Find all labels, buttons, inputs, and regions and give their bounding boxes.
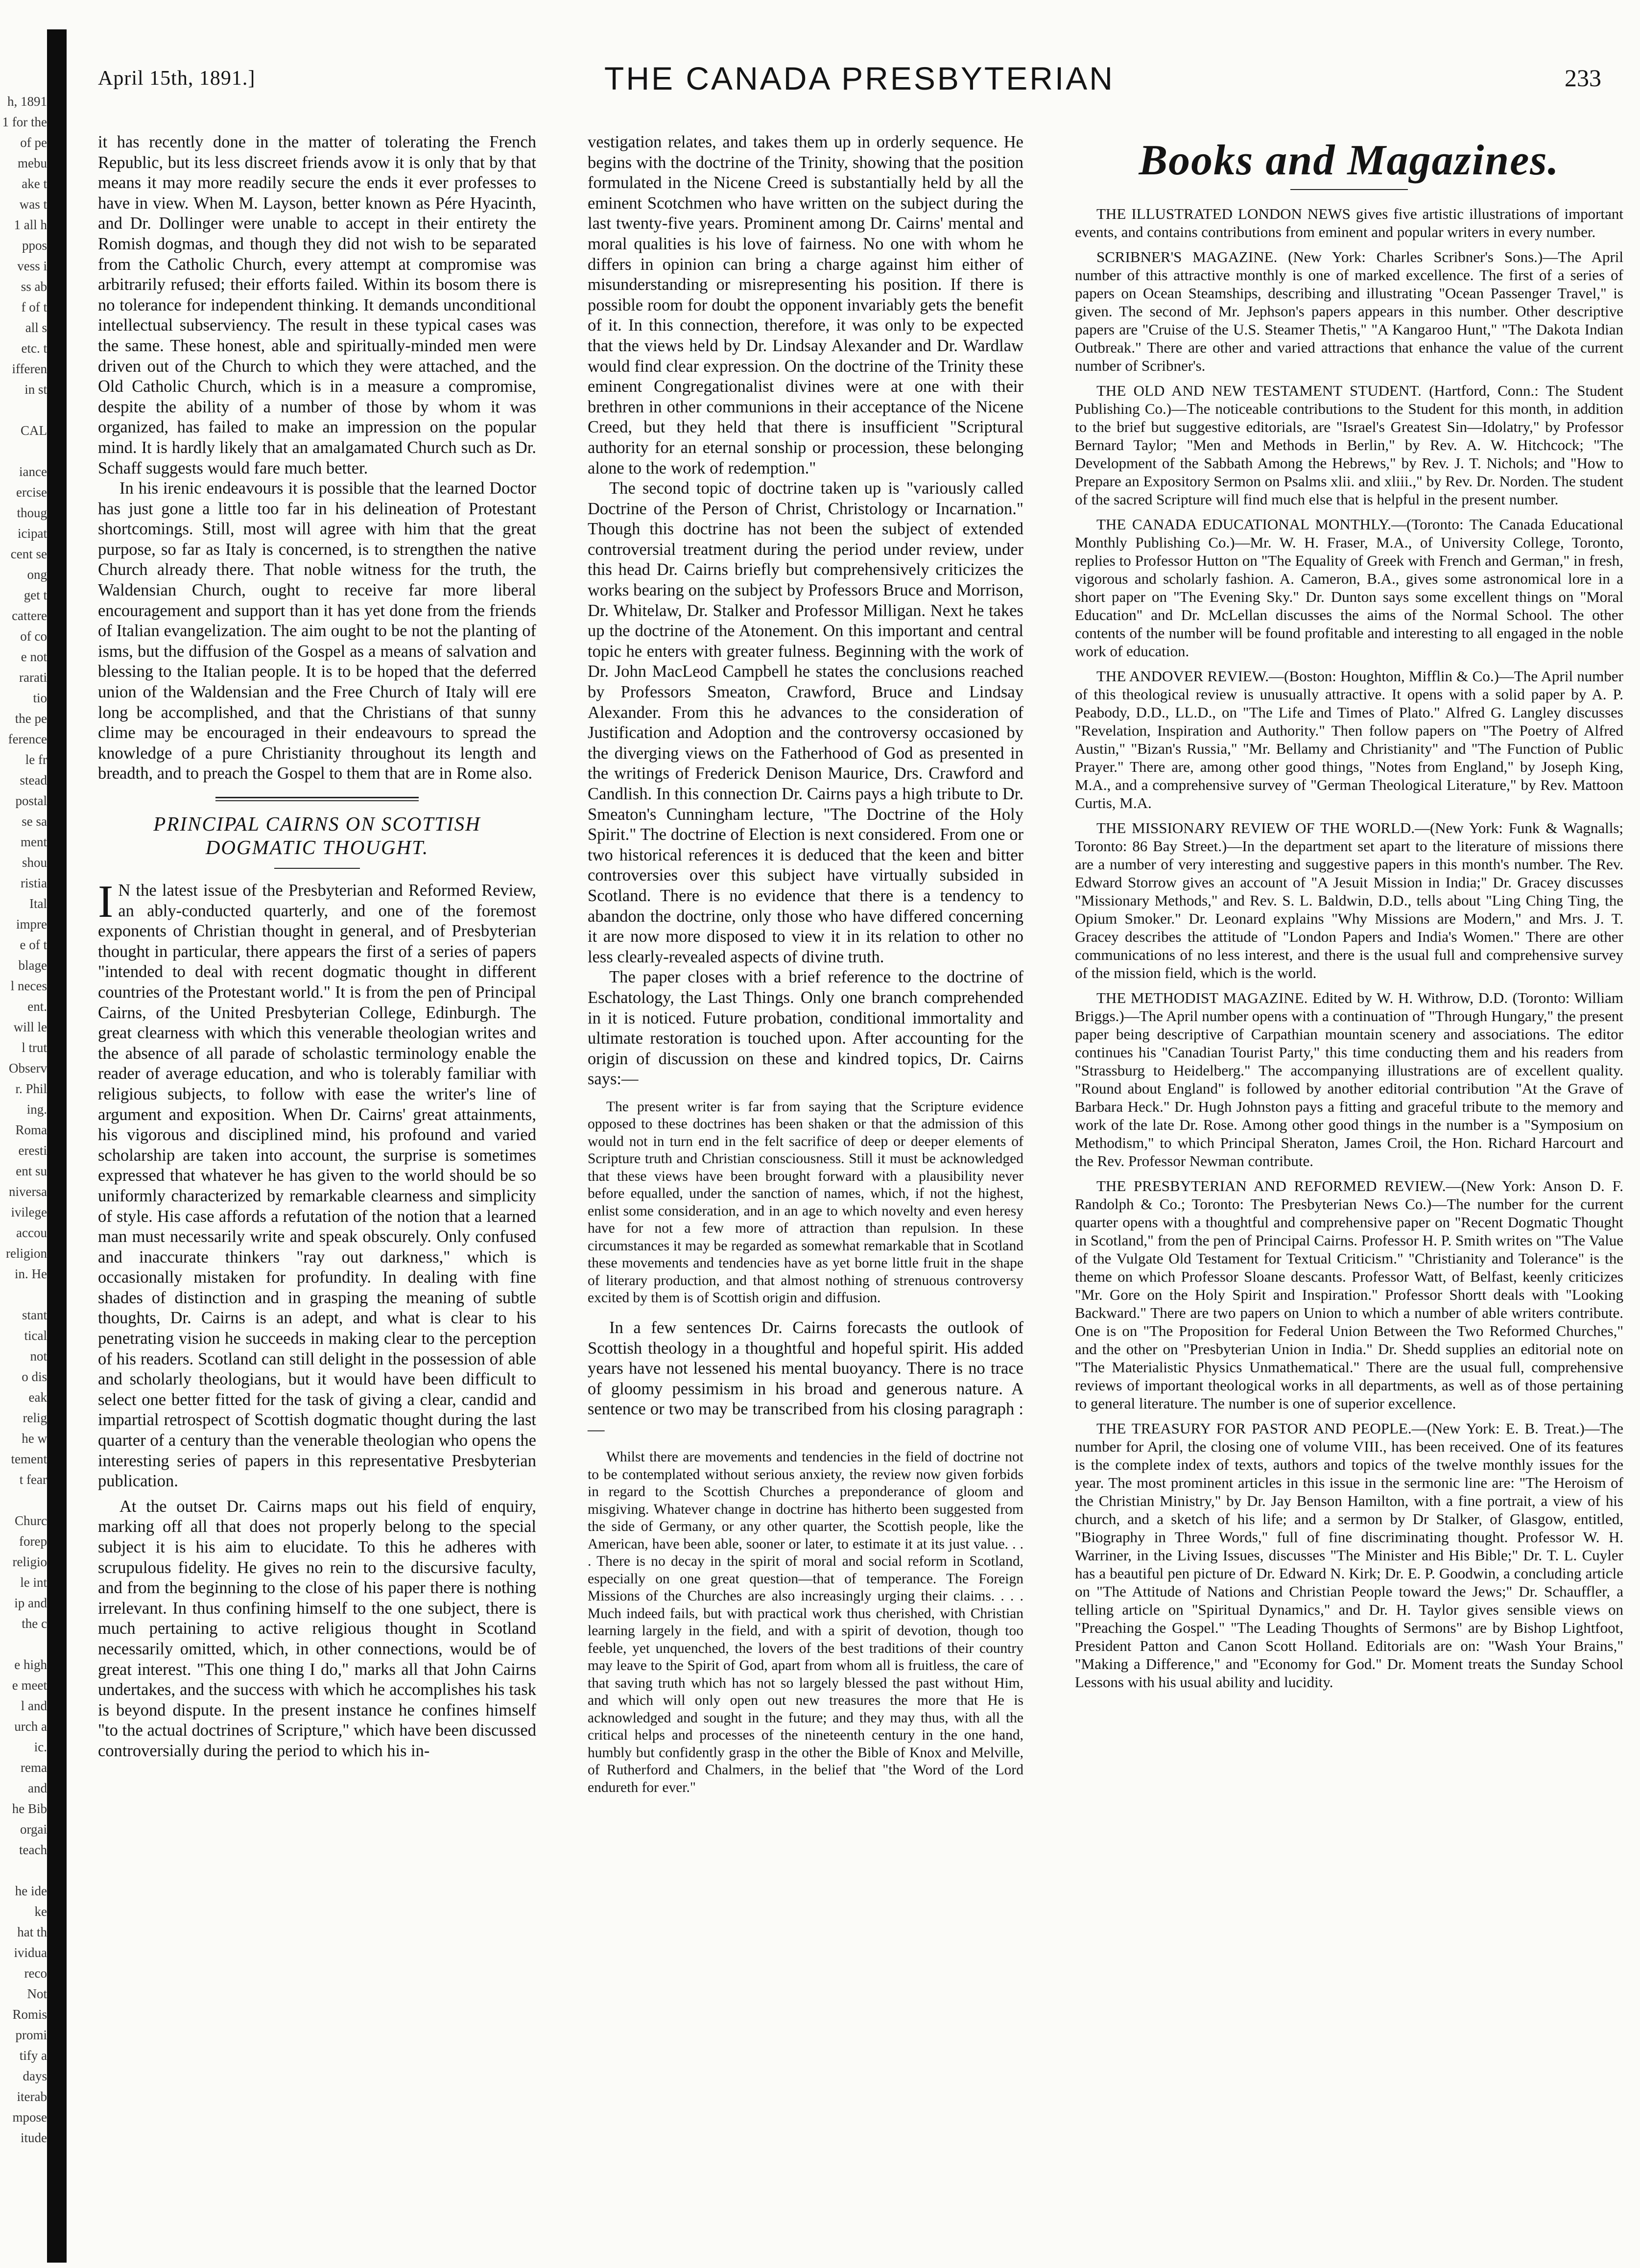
margin-fragment: tio bbox=[33, 691, 47, 705]
margin-fragment bbox=[0, 1284, 47, 1305]
article-title: PRINCIPAL CAIRNS ON SCOTTISH DOGMATIC THOUGHT. bbox=[153, 812, 481, 859]
review-item: SCRIBNER'S MAGAZINE. (New York: Charles Scribner's Sons.)—The April number of this attractive monthly is one of marked excellence. The first of a series of papers on Ocean Steamships, describing and illustrating "Ocean Passenger Travel," is given. The second of Mr. Jephson's papers appears in this number. Other descriptive papers are "Cruise of the U.S. Steamer Thetis," "A Kangaroo Hunt," "The Dakota Indian Outbreak." There are other and varied attractions that enhance the value of the current number of Scribner's. bbox=[1075, 248, 1623, 374]
margin-fragment: and bbox=[28, 1781, 47, 1795]
margin-fragment: ifferen bbox=[12, 361, 47, 376]
margin-fragment: was t bbox=[19, 197, 47, 212]
margin-fragment: stead bbox=[20, 773, 47, 788]
margin-fragment: he w bbox=[22, 1431, 47, 1446]
margin-fragment: f of t bbox=[21, 300, 47, 314]
margin-fragment: se sa bbox=[22, 814, 47, 829]
block-quote: The present writer is far from saying that the Scripture evidence opposed to these doctrines has been shaken or that the admission of this would not in turn end in the felt sacrifice of deep or deeper elements of Scripture truth and Christian consciousness. Still it must be acknowledged that these views have been brought forward with a plausibility never before equalled, under the sanction of names, which, if not the highest, enlist some consideration, and in an age to which novelty and even heresy have for not a few more of attraction than repulsion. In these circumstances it may be regarded as somewhat remarkable that in Scotland these movements and tendencies have as yet borne little fruit in the shape of literary production, and that almost nothing of strenuous controversy excited by them is of Scottish origin and diffusion. bbox=[588, 1098, 1023, 1306]
binding-shadow bbox=[47, 29, 67, 2263]
margin-fragment: accou bbox=[16, 1225, 47, 1240]
paragraph: In a few sentences Dr. Cairns forecasts the outlook of Scottish theology in a thoughtful and hopeful spirit. His added years have not lessened his mental buoyancy. There is no trace of gloomy pessimism in his broad and generous nature. A sentence or two may be transcribed from his closing paragraph :— bbox=[588, 1318, 1023, 1439]
masthead-title: THE CANADA PRESBYTERIAN bbox=[604, 60, 1115, 96]
margin-fragment: he ide bbox=[15, 1884, 47, 1898]
divider bbox=[215, 800, 419, 801]
review-item: THE METHODIST MAGAZINE. Edited by W. H. Withrow, D.D. (Toronto: William Briggs.)—The April number opens with a continuation of "Through Hungary," the present paper being descriptive of Carpathian mountain scenery and associations. The editor continues his "Canadian Tourist Party," this time conducting them and his readers from "Strassburg to Heidelberg." The accompanying illustrations are of excellent quality. "Round about England" is followed by another editorial contribution "At the Grave of Barbara Heck." Dr. Hugh Johnston pays a fitting and graceful tribute to the memory and work of the late Dr. Rose. Among other good things in the number is a "Symposium on Methodism," to which Principal Sheraton, James Croil, the Hon. Richard Harcourt and the Rev. Professor Newman contribute. bbox=[1075, 989, 1623, 1170]
margin-fragment: ent. bbox=[27, 999, 47, 1014]
drop-cap: I bbox=[98, 876, 114, 927]
margin-fragment: the pe bbox=[15, 711, 47, 726]
margin-fragment: ristia bbox=[21, 876, 47, 890]
margin-fragment: 1 all h bbox=[14, 217, 47, 232]
margin-fragment: ss ab bbox=[21, 279, 47, 294]
margin-fragment: 1 for the bbox=[2, 115, 47, 129]
bound-margin-strip bbox=[0, 0, 98, 2268]
margin-fragment: l neces bbox=[10, 979, 47, 993]
margin-fragment: ing. bbox=[26, 1102, 47, 1117]
margin-fragment: Not bbox=[27, 1986, 47, 2001]
margin-fragment bbox=[0, 1860, 47, 1881]
review-item: THE MISSIONARY REVIEW OF THE WORLD.—(New York: Funk & Wagnalls; Toronto: 86 Bay Street.)—In the department set apart to the literature of missions there are a number of very interesting and suggestive papers in this month's number. The Rev. Edward Storrow gives an account of "A Jesuit Mission in India;" Dr. Gracey discusses "Missionary Methods," and Rev. S. L. Baldwin, D.D., tells about "Ling Ching Ting, the Opium Smoker." Dr. Leonard explains "Why Missions are Modern," and Mrs. J. T. Gracey describes the attitude of "London Papers and India's Women." There are other communications of no less interest, and there is the usual full and comprehensive survey of the mission field, which is the world. bbox=[1075, 819, 1623, 981]
margin-fragment: rarati bbox=[19, 670, 47, 685]
margin-fragment: hat th bbox=[17, 1925, 47, 1939]
margin-fragment: eresti bbox=[18, 1143, 47, 1158]
margin-fragment: forep bbox=[19, 1534, 47, 1549]
review-item: THE OLD AND NEW TESTAMENT STUDENT. (Hartford, Conn.: The Student Publishing Co.)—The noticeable contributions to the Student for this month, in addition to the brief but suggestive editorials, are "Israel's Greatest Sin—Idolatry," by Professor Bernard Taylor; "Men and Methods in Berlin," by Rev. A. W. Hitchcock; "The Development of the Sabbath Among the Hebrews," by Rev. J. T. Nichols; and "How to Prepare an Expository Sermon on Psalms xlii. and xliii.," by Rev. Dr. Norden. The student of the sacred Scripture will find much else that is helpful in the present number. bbox=[1075, 382, 1623, 508]
column-left bbox=[98, 132, 536, 1762]
margin-fragment: e not bbox=[21, 649, 47, 664]
margin-fragment: cattere bbox=[12, 608, 47, 623]
margin-fragment: Churc bbox=[15, 1513, 47, 1528]
margin-fragment: ip and bbox=[14, 1596, 47, 1610]
margin-fragment: will le bbox=[13, 1020, 47, 1034]
section-title: Books and Magazines. bbox=[1139, 137, 1560, 184]
review-item: THE PRESBYTERIAN AND REFORMED REVIEW.—(New York: Anson D. F. Randolph & Co.; Toronto: The Presbyterian News Co.)—The number for the current quarter opens with a thoughtful and comprehensive paper on "Recent Dogmatic Thought in Scotland," from the pen of Principal Cairns. Professor H. P. Smith writes on "The Value of the Vulgate Old Testament for Textual Criticism." "Christianity and Tolerance" is the theme on which Professor Sloane descants. Professor Watt, of Belfast, keenly criticizes "Mr. Gore on the Holy Spirit and Inspiration." Professor Shortt deals with "Looking Backward." There are two papers on Union to which a number of able writers contribute. One is on "The Proposition for Federal Union Between the Two Reformed Churches," and the other on "Presbyterian Union in India." Dr. Shedd supplies an editorial note on "The Materialistic Physics Unmathematical." There are the usual full, comprehensive reviews of important theological works in all departments, as well as of those pertaining to general literature. The number is one of superior excellence. bbox=[1075, 1177, 1623, 1412]
margin-fragment: niversa bbox=[9, 1184, 47, 1199]
margin-fragment: h, 1891 bbox=[7, 94, 47, 109]
margin-fragment: religion bbox=[6, 1246, 47, 1261]
margin-fragment: blage bbox=[18, 958, 47, 973]
header-date: April 15th, 1891.] bbox=[98, 67, 256, 90]
margin-fragment: le fr bbox=[25, 752, 47, 767]
margin-fragment: le int bbox=[20, 1575, 47, 1590]
margin-fragment: tement bbox=[11, 1452, 47, 1466]
margin-fragment: of co bbox=[20, 629, 47, 644]
margin-fragment: r. Phil bbox=[15, 1081, 47, 1096]
margin-fragment: thoug bbox=[17, 505, 47, 520]
margin-fragment: stant bbox=[22, 1308, 47, 1322]
margin-fragment: he Bib bbox=[12, 1801, 47, 1816]
margin-fragment: vess i bbox=[17, 259, 47, 273]
margin-fragment: iance bbox=[19, 464, 47, 479]
margin-fragment: ivilege bbox=[11, 1205, 47, 1219]
margin-fragment: e meet bbox=[12, 1678, 47, 1693]
review-item: THE CANADA EDUCATIONAL MONTHLY.—(Toronto: The Canada Educational Monthly Publishing Co.)—Mr. W. H. Fraser, M.A., of University College, Toronto, replies to Professor Hutton on "The Equality of Greek with French and German," in fresh, vigorous and scholarly fashion. A. Cameron, B.A., gives some astronomical lore in a short paper on "The Evening Sky." Dr. Dunton says some excellent things on "Moral Education" and Dr. McLellan discusses the aims of the Normal School. The other contents of the number will be found profitable and interesting to all engaged in the noble work of education. bbox=[1075, 516, 1623, 660]
margin-fragment: in st bbox=[24, 382, 47, 397]
review-item: THE ANDOVER REVIEW.—(Boston: Houghton, Mifflin & Co.)—The April number of this theological review is unusually attractive. It opens with a solid paper by A. P. Peabody, D.D., LL.D., on "The Life and Times of Plato." Alfred G. Langley discusses "Revelation, Inspiration and Authority." Then follow papers on "The Poetry of Alfred Austin," "Bizan's Russia," "Mr. Bellamy and Christianity" and "The Function of Public Prayer." There are, among other good things, "Notes from England," by Joseph King, M.A., and a comprehensive survey of "German Theological Literature," by Rev. Mattoon Curtis, M.A. bbox=[1075, 668, 1623, 812]
paragraph: In his irenic endeavours it is possible that the learned Doctor has just gone a little too far in his delineation of Protestant shortcomings. Still, most will agree with him that the great purpose, so far as Italy is concerned, is to strengthen the native Church already there. That noble witness for the truth, the Waldensian Church, ought to receive far more liberal encouragement and support than it has yet done from the friends of Italian evangelization. The aim ought to be not the planting of isms, but the diffusion of the Gospel as a means of salvation and blessing to the Italian people. It is to be hoped that the deferred union of the Waldensian and the Free Church of Italy will ere long be accomplished, and that the Christians of that sunny clime may be encouraged in their endeavours to spread the knowledge of a pure Christianity throughout its length and breadth, and to preach the Gospel to them that are in Rome also. bbox=[98, 479, 536, 783]
margin-fragment: mpose bbox=[12, 2110, 47, 2125]
column-middle bbox=[588, 132, 1023, 1807]
margin-fragment: e high bbox=[14, 1657, 47, 1672]
margin-fragment: etc. t bbox=[21, 341, 47, 356]
margin-fragment: o dis bbox=[22, 1369, 47, 1384]
paragraph: I N the latest issue of the Presbyterian and Reformed Review, an ably-conducted quarterly, and one of the foremost exponents of Christian thought in general, and of Presbyterian thought in particular, there appears the first of a series of papers "intended to deal with recent dogmatic thought in different countries of the Protestant world." It is from the pen of Principal Cairns, of the United Presbyterian College, Edinburgh. The great clearness with which this venerable theologian writes and the absence of all parade of scholastic terminology enable the reader of average education, and who is tolerably familiar with religious subjects, to follow with ease the writer's line of argument and exposition. When Dr. Cairns' great attainments, his vigorous and disciplined mind, his profound and varied scholarship are taken into account, the surprise is sometimes expressed that whatever he has given to the world should be so uniformly characterized by remarkable clearness and simplicity of style. His case affords a refutation of the notion that a learned man must necessarily write and speak obscurely. Only confused and inaccurate thinkers "ray out darkness," which is occasionally mistaken for profundity. In dealing with fine shades of distinction and in grasping the meaning of subtle thoughts, Dr. Cairns is an adept, and what is clear to his penetrating vision he succeeds in making clear to the perception of his readers. Scotland can still delight in the possession of able and scholarly theologians, but it would have been difficult to select one better fitted for the task of giving a clear, candid and impartial retrospect of Scottish dogmatic thought during the last quarter of a century than the venerable theologian who opens the interesting series of papers in this representative Presbyterian publication. bbox=[98, 876, 536, 1491]
margin-fragment bbox=[0, 1634, 47, 1654]
review-item: THE TREASURY FOR PASTOR AND PEOPLE.—(New York: E. B. Treat.)—The number for April, the closing one of volume VIII., has been received. One of its features is the complete index of texts, authors and topics of the twelve monthly issues for the year. The most prominent articles in this issue in the sermonic line are: "The Heroism of the Christian Ministry," by Dr. Jay Benson Hamilton, with a fine portrait, a view of his church, and a sketch of his life; and a sermon by Dr Stalker, of Glasgow, entitled, "Biography in Three Words," full of fine discriminating thought. Professor W. H. Warriner, in the Living Issues, discusses "The Minister and His Bible;" Dr. T. L. Cuyler has a beautiful pen picture of Dr. Edward N. Kirk; Dr. E. P. Goodwin, a concluding article on "The Attitude of Nations and Christian People toward the Jews;" Dr. Schauffler, a telling article on "Spiritual Dynamics," and Dr. H. Taylor gives sensible views on "Preaching the Gospel." "The Leading Thoughts of Sermons" are by Bishop Lightfoot, President Patton and Canon Scott Holland. Editorials are on: "Wash Your Brains," "Making a Difference," and "Economy for God." Dr. Moment treats the Sunday School Lessons with his usual ability and lucidity. bbox=[1075, 1420, 1623, 1691]
block-quote: Whilst there are movements and tendencies in the field of doctrine not to be contemplated without serious anxiety, the review now given forbids in regard to the Scottish Churches a preponderance of gloom and misgiving. Whatever change in doctrine has hitherto been suggested from the side of Germany, or any other quarter, the Scottish people, like the American, have been able, sooner or later, to estimate it at its just value. . . . There is no decay in the spirit of moral and social reform in Scotland, especially on one great question—that of temperance. The Foreign Missions of the Churches are also increasingly urging their claims. . . . Much indeed fails, but with practical work thus cherished, with Christian learning largely in the field, and with a spirit of devotion, though too feeble, yet unquenched, the lovers of the best traditions of their country may leave to the Spirit of God, apart from whom all is fruitless, the care of that saving truth which has not so largely blessed the past without Him, and which will only open out new treasures the more that He is acknowledged and sought in the future; and they may thus, with all the critical helps and processes of the nineteenth century in the one hand, humbly but confidently grasp in the other the Bible of Knox and Melville, of Rutherford and Chalmers, in the belief that "the Word of the Lord endureth for ever." bbox=[588, 1449, 1023, 1795]
margin-fragment: ference bbox=[8, 732, 47, 746]
margin-fragment: cent se bbox=[10, 547, 47, 561]
margin-fragment: itude bbox=[21, 2130, 47, 2145]
margin-fragment: rema bbox=[21, 1760, 47, 1775]
paragraph: The second topic of doctrine taken up is "variously called Doctrine of the Person of Christ, Christology or Incarnation." Though this doctrine has not been the subject of extended controversial treatment during the period under review, under this head Dr. Cairns briefly but comprehensively criticizes the works bearing on the subject by Professors Bruce and Morrison, Dr. Whitelaw, Dr. Stalker and Professor Milligan. Next he takes up the doctrine of the Atonement. On this important and central topic he enters with greater fulness. Beginning with the work of Dr. John MacLeod Campbell he states the conclusions reached by Professors Smeaton, Crawford, Bruce and Lindsay Alexander. From this he advances to the consideration of Justification and Adoption and the controversy occasioned by the diverging views on the Fatherhood of God as presented in the writings of Frederick Denison Maurice, Drs. Crawford and Candlish. In this connection Dr. Cairns pays a high tribute to Dr. Smeaton's Cunningham lecture, "The Doctrine of the Holy Spirit." The doctrine of Election is next considered. From one or two historical references it is deduced that the keen and bitter controversies over this subject have virtually subsided in Scotland. There is no evidence that there is a tendency to abandon the doctrine, only those who have differed concerning it are now more disposed to view it in its relation to other no less clearly-revealed aspects of divine truth. bbox=[588, 479, 1023, 966]
margin-fragment: ic. bbox=[34, 1740, 47, 1754]
paragraph: At the outset Dr. Cairns maps out his field of enquiry, marking off all that does not properly belong to the special subject it is his aim to elucidate. To this he adheres with scrupulous fidelity. He gives no rein to the discursive faculty, and from the beginning to the close of his paper there is nothing irrelevant. In thus confining himself to the one subject, there is much pertaining to active religious thought in Scotland necessarily omitted, which, in other connections, would be of great interest. "This one thing I do," marks all that John Cairns undertakes, and the success with which he accomplishes his task is beyond dispute. In the present instance he confines himself "to the actual doctrines of Scripture," which have been discussed controversially during the period to which his in- bbox=[98, 1497, 536, 1760]
margin-fragment: Roma bbox=[15, 1122, 47, 1137]
margin-fragment: promi bbox=[15, 2028, 47, 2042]
paragraph: The paper closes with a brief reference to the doctrine of Eschatology, the Last Things. Only one branch comprehended in it is noticed. Future probation, conditional immortality and ultimate restoration is touched upon. After accounting for the origin of discussion on these and kindred topics, Dr. Cairns says:— bbox=[588, 968, 1023, 1089]
margin-fragment bbox=[0, 400, 47, 420]
margin-fragment: mebu bbox=[18, 156, 47, 170]
margin-fragment: ercise bbox=[16, 485, 47, 500]
margin-fragment: in. He bbox=[15, 1266, 47, 1281]
margin-fragment: ment bbox=[21, 835, 47, 849]
margin-fragment: icipat bbox=[18, 526, 47, 541]
margin-fragment: ong bbox=[27, 567, 47, 582]
divider bbox=[274, 868, 360, 869]
adjacent-page-fragments bbox=[0, 91, 47, 2148]
divider bbox=[215, 797, 419, 798]
margin-fragment: eak bbox=[28, 1390, 47, 1405]
page-header bbox=[98, 45, 1621, 104]
margin-fragment: urch a bbox=[14, 1719, 47, 1734]
divider bbox=[1290, 189, 1408, 190]
margin-fragment: Ital bbox=[29, 896, 47, 911]
margin-fragment: t fear bbox=[19, 1472, 47, 1487]
margin-fragment: days bbox=[23, 2069, 47, 2083]
margin-fragment: iterab bbox=[17, 2089, 47, 2104]
margin-fragment: ke bbox=[34, 1904, 47, 1919]
margin-fragment: orgai bbox=[20, 1822, 47, 1837]
margin-fragment: e of t bbox=[20, 937, 47, 952]
paragraph: vestigation relates, and takes them up in orderly sequence. He begins with the doctrine of the Trinity, showing that the position formulated in the Nicene Creed is substantially held by all the eminent Scotchmen who have written on the subject during the last twenty-five years. Prominent among Dr. Cairns' mental and moral qualities is his love of fairness. No one with whom he differs in opinion can bring a charge against him either of misunderstanding or misrepresenting his position. If there is possible room for doubt the opponent invariably gets the benefit of it. In this connection, therefore, it was only to be expected that the views held by Dr. Lindsay Alexander and Dr. Wardlaw would find clear expression. On the doctrine of the Trinity these eminent Congregationalist divines were at one with their brethren in other communions in their acceptance of the Nicene Creed, but they held that there is insufficient "Scriptural authority for an eternal sonship or procession, these belonging alone to the work of redemption." bbox=[588, 133, 1023, 477]
column-right bbox=[1075, 132, 1623, 1698]
margin-fragment: shou bbox=[22, 855, 47, 870]
margin-fragment: impre bbox=[16, 917, 47, 931]
margin-fragment bbox=[0, 441, 47, 461]
margin-fragment: ake t bbox=[22, 176, 47, 191]
paragraph: it has recently done in the matter of tolerating the French Republic, but its less discreet friends avow it is only that by that means it may more readily secure the ends it ever professes to have in view. When M. Layson, better known as Pére Hyacinth, and Dr. Dollinger were unable to accept in their entirety the Romish dogmas, and though they did not wish to be separated from the Catholic Church, every attempt at compromise was arbitrarily refused; their efforts failed. Within its bosom there is no tolerance for independent thinking. It demands unconditional intellectual subserviency. The result in these typical cases was the same. These honest, able and spiritually-minded men were driven out of the Church to which they were attached, and the Old Catholic Church, which is in a measure a compromise, despite the ability of a number of those by whom it was organized, has failed to make an impression on the popular mind. It is hardly likely that an amalgamated Church such as Dr. Schaff suggests would fare much better. bbox=[98, 133, 536, 477]
margin-fragment: not bbox=[30, 1349, 47, 1363]
margin-fragment bbox=[0, 1490, 47, 1510]
margin-fragment: teach bbox=[19, 1842, 47, 1857]
margin-fragment: ividua bbox=[14, 1945, 47, 1960]
margin-fragment: tify a bbox=[19, 2048, 47, 2063]
margin-fragment: religio bbox=[12, 1554, 47, 1569]
margin-fragment: relig bbox=[23, 1410, 47, 1425]
page-number: 233 bbox=[1565, 64, 1601, 92]
margin-fragment: ppos bbox=[22, 238, 47, 253]
margin-fragment: tical bbox=[24, 1328, 47, 1343]
margin-fragment: CAL bbox=[21, 423, 47, 438]
margin-fragment: l trut bbox=[22, 1040, 47, 1055]
margin-fragment: ent su bbox=[16, 1164, 47, 1178]
margin-fragment: all s bbox=[25, 320, 47, 335]
margin-fragment: the c bbox=[22, 1616, 47, 1631]
margin-fragment: get t bbox=[24, 588, 47, 602]
margin-fragment: reco bbox=[24, 1966, 47, 1981]
margin-fragment: l and bbox=[21, 1698, 47, 1713]
margin-fragment: postal bbox=[15, 793, 47, 808]
margin-fragment: of pe bbox=[20, 135, 47, 150]
review-item: THE ILLUSTRATED LONDON NEWS gives five artistic illustrations of important events, and contains contributions from eminent and popular writers in every number. bbox=[1075, 205, 1623, 240]
margin-fragment: Observ bbox=[9, 1061, 47, 1075]
margin-fragment: Romis bbox=[12, 2007, 47, 2022]
